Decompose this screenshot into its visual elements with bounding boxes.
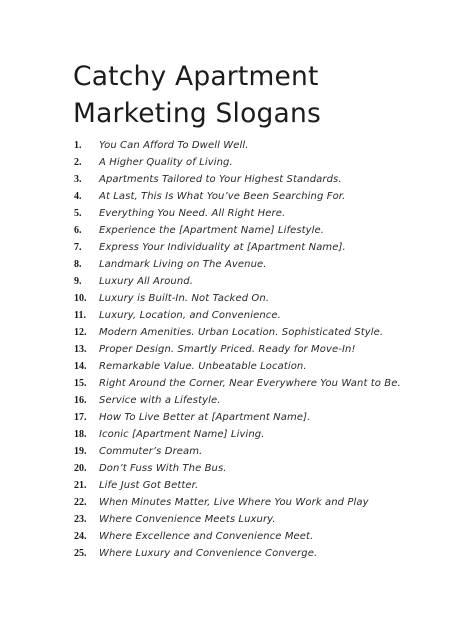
list-item-number: 14. (74, 361, 87, 372)
list-item (74, 324, 401, 341)
list-item-text: Don’t Fuss With The Bus. (99, 463, 227, 474)
list-item (74, 392, 401, 409)
list-item-text: Where Convenience Meets Luxury. (99, 514, 276, 525)
list-item-number: 16. (74, 395, 87, 406)
list-item-text: Life Just Got Better. (99, 480, 199, 491)
list-item-number: 6. (74, 225, 82, 236)
list-item-text: Service with a Lifestyle. (99, 395, 221, 406)
list-item-text: Landmark Living on The Avenue. (99, 259, 267, 270)
title-line-2: Marketing Slogans (73, 98, 321, 129)
list-item-text: A Higher Quality of Living. (99, 157, 233, 168)
title-line-1: Catchy Apartment (73, 61, 319, 92)
list-item (74, 511, 401, 528)
list-item-text: Luxury is Built-In. Not Tacked On. (99, 293, 270, 304)
list-item-number: 19. (74, 446, 87, 457)
list-item (74, 154, 401, 171)
list-item-text: Luxury All Around. (99, 276, 194, 287)
list-item (74, 137, 401, 154)
list-item-number: 7. (74, 242, 82, 253)
list-item (74, 409, 401, 426)
slogan-list (74, 137, 401, 562)
list-item-number: 9. (74, 276, 82, 287)
list-item (74, 358, 401, 375)
list-item-text: Express Your Individuality at [Apartment Name]. (99, 242, 346, 253)
list-item-number: 20. (74, 463, 87, 474)
list-item-number: 3. (74, 174, 82, 185)
list-item (74, 273, 401, 290)
list-item (74, 443, 401, 460)
list-item-number: 11. (74, 310, 86, 321)
list-item-number: 4. (74, 191, 82, 202)
page-title (73, 58, 433, 132)
list-item-number: 10. (74, 293, 87, 304)
list-item-text: Where Excellence and Convenience Meet. (99, 531, 314, 542)
list-item (74, 494, 401, 511)
list-item-text: Experience the [Apartment Name] Lifestyle. (99, 225, 325, 236)
list-item-number: 24. (74, 531, 87, 542)
list-item (74, 205, 401, 222)
list-item-text: Everything You Need. All Right Here. (99, 208, 286, 219)
list-item-text: Apartments Tailored to Your Highest Standards. (99, 174, 342, 185)
list-item-text: How To Live Better at [Apartment Name]. (99, 412, 311, 423)
list-item-text: Modern Amenities. Urban Location. Sophisticated Style. (99, 327, 384, 338)
list-item (74, 222, 401, 239)
list-item (74, 528, 401, 545)
list-item-text: At Last, This Is What You’ve Been Searching For. (99, 191, 346, 202)
list-item (74, 307, 401, 324)
list-item-number: 1. (74, 140, 82, 151)
list-item-text: Proper Design. Smartly Priced. Ready for Move-In! (99, 344, 356, 355)
list-item-text: Remarkable Value. Unbeatable Location. (99, 361, 307, 372)
list-item-number: 12. (74, 327, 87, 338)
list-item-number: 2. (74, 157, 82, 168)
list-item-text: Iconic [Apartment Name] Living. (99, 429, 265, 440)
list-item-number: 21. (74, 480, 87, 491)
list-item (74, 290, 401, 307)
list-item-number: 8. (74, 259, 82, 270)
list-item (74, 426, 401, 443)
list-item-number: 23. (74, 514, 87, 525)
list-item-number: 5. (74, 208, 82, 219)
list-item (74, 171, 401, 188)
list-item (74, 477, 401, 494)
list-item-number: 18. (74, 429, 87, 440)
list-item-number: 25. (74, 548, 87, 559)
list-item (74, 375, 401, 392)
list-item-text: Right Around the Corner, Near Everywhere You Want to Be. (99, 378, 401, 389)
list-item-text: When Minutes Matter, Live Where You Work and Play (99, 497, 369, 508)
list-item (74, 256, 401, 273)
list-item-number: 17. (74, 412, 87, 423)
list-item-text: Commuter’s Dream. (99, 446, 203, 457)
list-item (74, 239, 401, 256)
list-item-text: You Can Afford To Dwell Well. (99, 140, 249, 151)
list-item (74, 460, 401, 477)
list-item-number: 13. (74, 344, 87, 355)
list-item-number: 22. (74, 497, 87, 508)
list-item-text: Luxury, Location, and Convenience. (99, 310, 281, 321)
list-item (74, 545, 401, 562)
list-item-text: Where Luxury and Convenience Converge. (99, 548, 318, 559)
list-item (74, 341, 401, 358)
list-item-number: 15. (74, 378, 87, 389)
list-item (74, 188, 401, 205)
